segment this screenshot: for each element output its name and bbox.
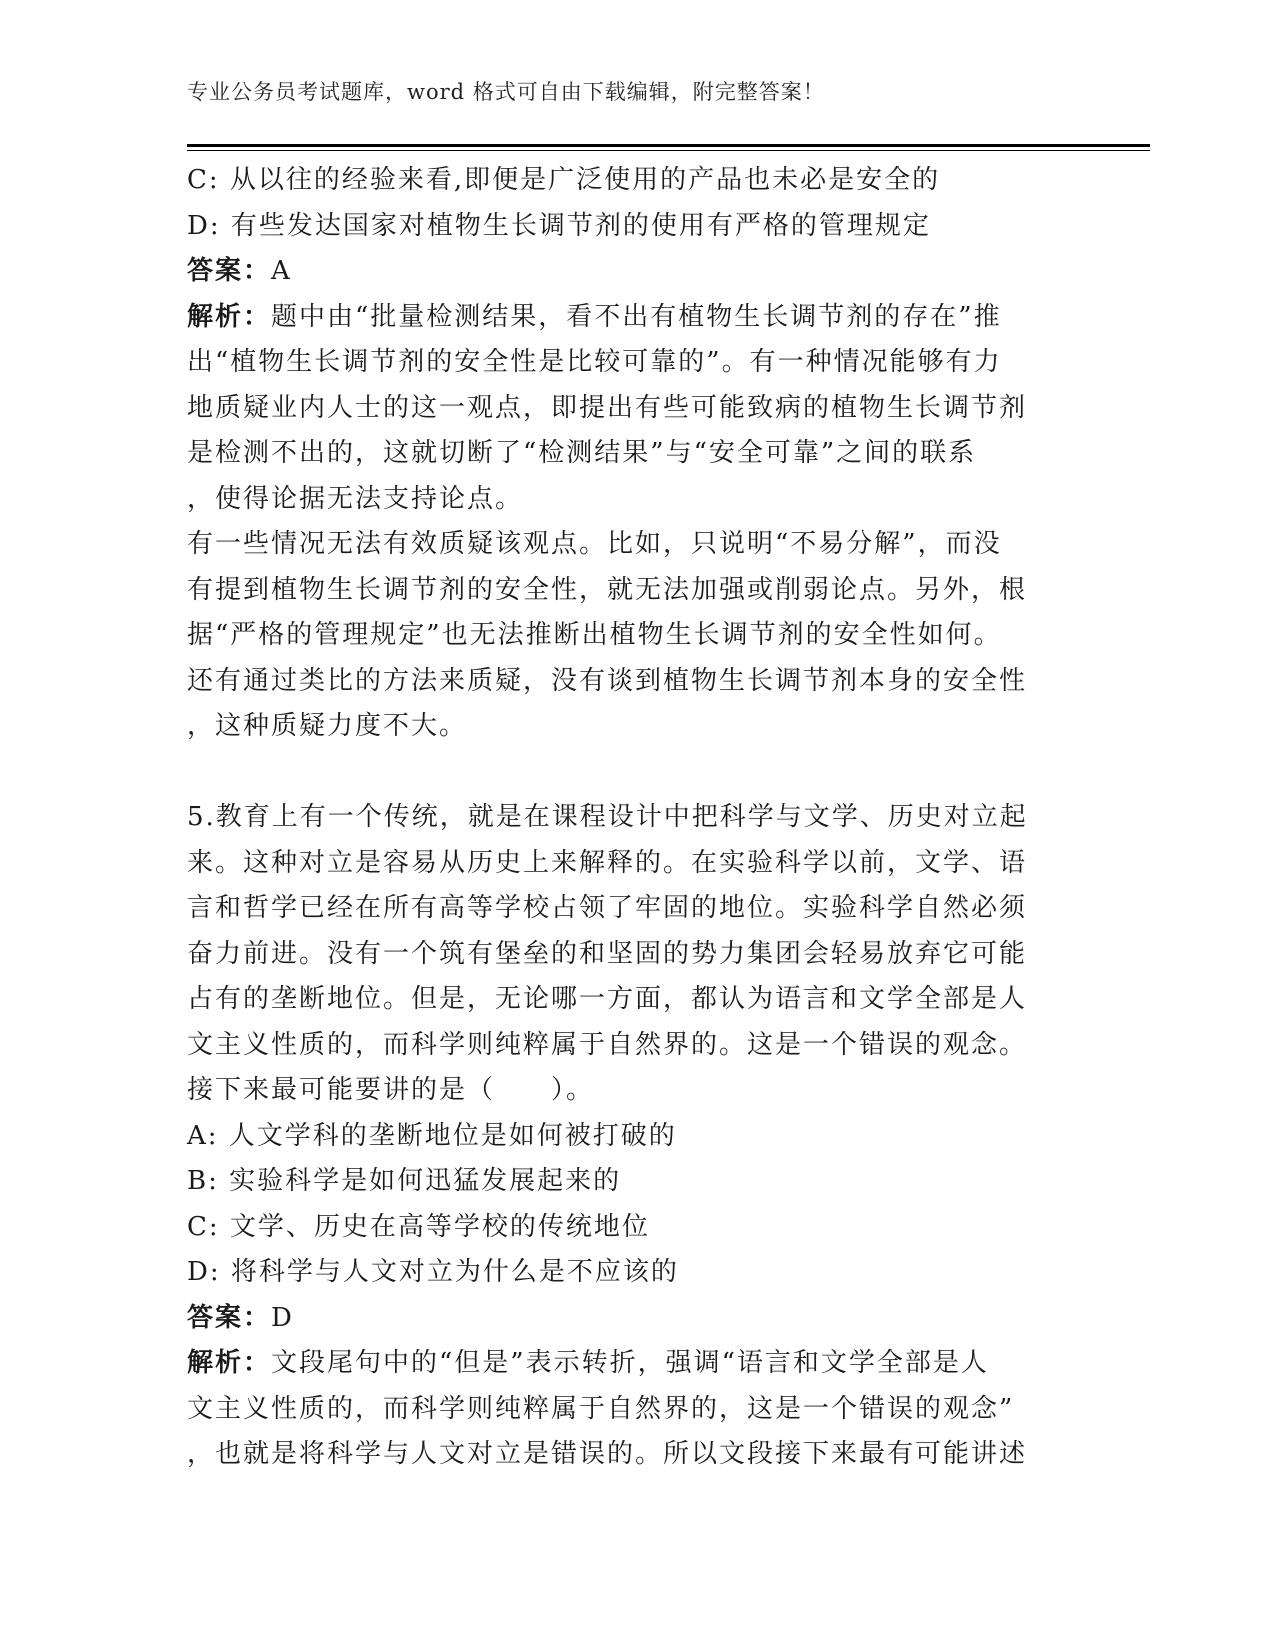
q5-stem-line: 接下来最可能要讲的是（ ）。 [187,1075,595,1105]
q4-analysis-line: 有提到植物生长调节剂的安全性，就无法加强或削弱论点。另外，根 [187,574,1028,605]
q4-answer [187,249,1067,295]
answer-label: 答案： [187,1302,272,1333]
q5-stem-line: 5.教育上有一个传统，就是在课程设计中把科学与文学、历史对立起 [187,802,1028,832]
q4-analysis-line: 是检测不出的，这就切断了“检测结果”与“安全可靠”之间的联系 [187,438,977,468]
q4-analysis-line: 出“植物生长调节剂的安全性是比较可靠的”。有一种情况能够有力 [187,347,1002,377]
document-body [187,158,1067,1478]
q4-option-d: D: 有些发达国家对植物生长调节剂的使用有严格的管理规定 [187,210,931,241]
q5-analysis-line [187,1341,1067,1387]
q5-analysis-line: 文主义性质的，而科学则纯粹属于自然界的，这是一个错误的观念” [187,1393,1015,1424]
q4-option-c: C: 从以往的经验来看,即便是广泛使用的产品也未必是安全的 [187,165,941,195]
q5-stem-line: 来。这种对立是容易从历史上来解释的。在实验科学以前，文学、语 [187,847,1028,878]
q5-stem-line: 文主义性质的，而科学则纯粹属于自然界的。这是一个错误的观念。 [187,1029,1028,1060]
q5-option-a: A: 人文学科的垄断地位是如何被打破的 [187,1120,677,1151]
q4-analysis-line [187,295,1067,341]
analysis-text: 题中由“批量检测结果，看不出有植物生长调节剂的存在”推 [271,301,1002,332]
q5-stem-line: 言和哲学已经在所有高等学校占领了牢固的地位。实验科学自然必须 [187,893,1028,923]
page-header: 专业公务员考试题库，word 格式可自由下载编辑，附完整答案！ [187,80,825,104]
q4-analysis-line: 还有通过类比的方法来质疑，没有谈到植物生长调节剂本身的安全性 [187,665,1028,696]
q5-option-b: B: 实验科学是如何迅猛发展起来的 [187,1166,622,1196]
q5-option-c: C: 文学、历史在高等学校的传统地位 [187,1211,650,1242]
q5-stem-line: 奋力前进。没有一个筑有堡垒的和坚固的势力集团会轻易放弃它可能 [187,938,1028,969]
q4-analysis-line: 地质疑业内人士的这一观点，即提出有些可能致病的植物生长调节剂 [187,392,1028,423]
q4-analysis-line: 据“严格的管理规定”也无法推断出植物生长调节剂的安全性如何。 [187,620,1002,650]
analysis-label: 解析： [187,301,272,332]
answer-value: A [271,256,292,286]
question-spacer [187,750,1067,796]
answer-label: 答案： [187,256,272,286]
analysis-label: 解析： [187,1348,272,1378]
q5-stem-line: 占有的垄断地位。但是，无论哪一方面，都认为语言和文学全部是人 [187,984,1028,1014]
analysis-text: 文段尾句中的“但是”表示转折，强调“语言和文学全部是人 [271,1348,989,1378]
q4-analysis-line: 有一些情况无法有效质疑该观点。比如，只说明“不易分解”，而没 [187,529,1002,559]
answer-value: D [271,1302,294,1333]
q4-analysis-line: ，使得论据无法支持论点。 [187,483,524,514]
header-rule-thin [187,150,1150,151]
q5-answer [187,1296,1067,1342]
q5-option-d: D: 将科学与人文对立为什么是不应该的 [187,1257,679,1287]
q4-analysis-line: ，这种质疑力度不大。 [187,711,468,741]
q5-analysis-line: ，也就是将科学与人文对立是错误的。所以文段接下来最有可能讲述 [187,1439,1028,1469]
header-rule-thick [187,144,1150,147]
